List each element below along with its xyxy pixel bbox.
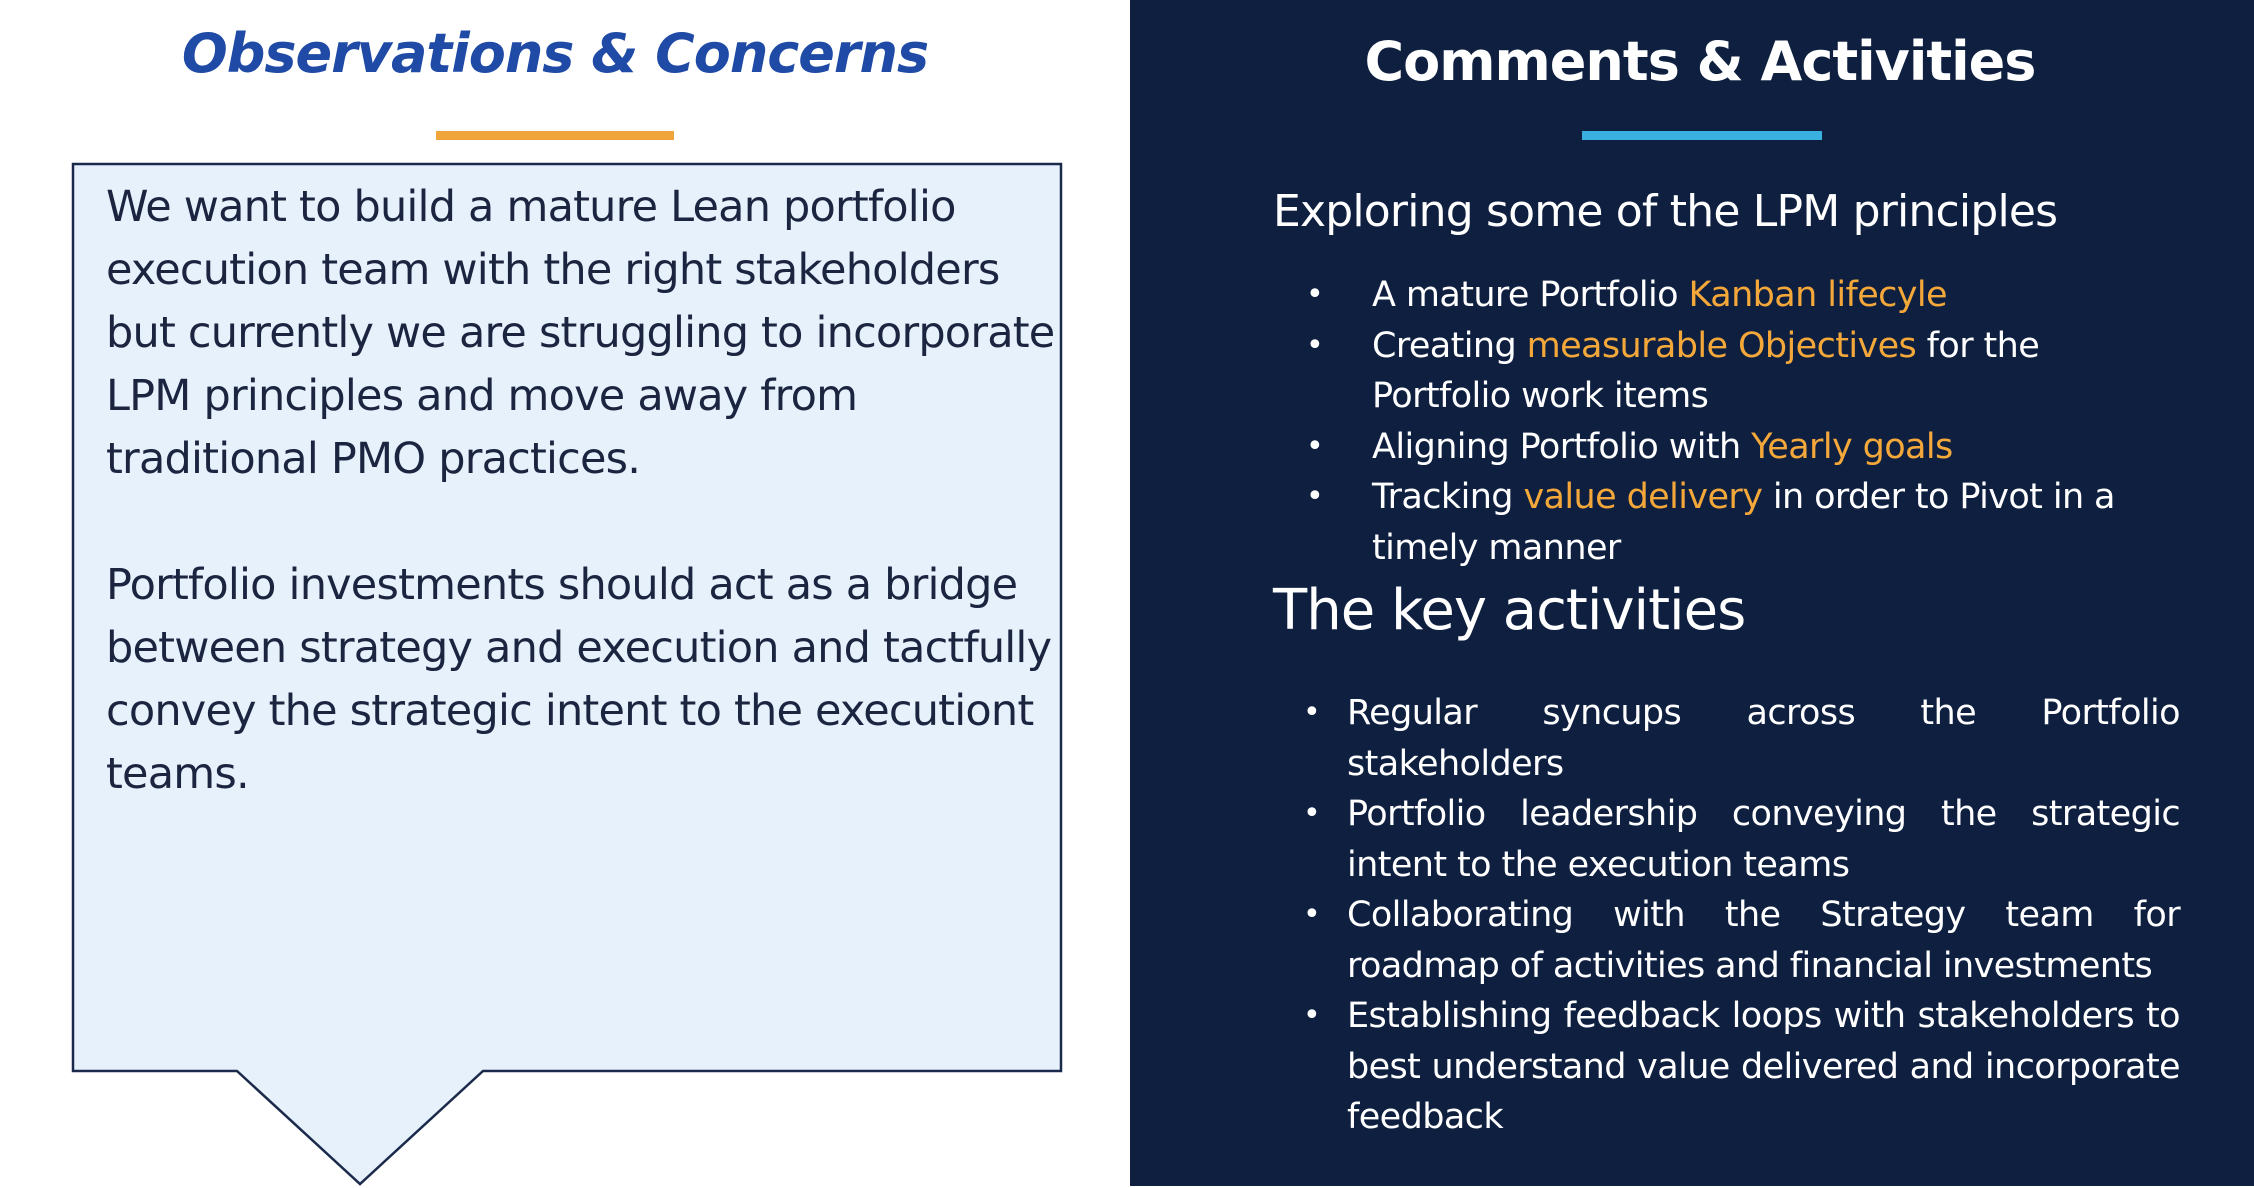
principle-item: • Tracking value delivery in order to Pivot in a timely manner [1372,472,2132,573]
activity-item: • Portfolio leadership conveying the strategic intent to the execution teams [1347,789,2180,890]
bullet-icon: • [1306,327,1324,363]
bullet-icon: • [1306,479,1324,514]
callout-text [106,176,1056,806]
principle-item: • Aligning Portfolio with Yearly goals [1372,422,2132,473]
activity-item: • Regular syncups across the Portfolio stakeholders [1347,688,2180,789]
observations-title: Observations & Concerns [181,22,929,85]
lpm-principles-list [1306,270,2132,573]
highlight-text: Kanban lifecyle [1688,275,1947,315]
bullet-icon: • [1303,998,1321,1033]
lpm-principles-heading: Exploring some of the LPM principles [1273,186,2058,237]
bullet-icon: • [1303,695,1321,730]
bullet-icon: • [1303,897,1321,932]
bullet-icon: • [1306,428,1324,464]
principle-item: • A mature Portfolio Kanban lifecyle [1372,270,2132,321]
observation-paragraph-2: Portfolio investments should act as a bridge between strategy and execution and tactfully convey the strategic intent to the executiont teams. [106,560,1052,799]
bullet-icon: • [1303,796,1321,831]
principle-item: • Creating measurable Objectives for the Portfolio work items [1372,321,2132,422]
comments-title-underline [1582,131,1822,140]
activity-item: • Collaborating with the Strategy team for roadmap of activities and financial investments [1347,890,2180,991]
highlight-text: value delivery [1523,477,1763,517]
bullet-icon: • [1306,277,1324,312]
key-activities-heading: The key activities [1273,578,1746,643]
highlight-text: measurable Objectives [1526,325,1917,366]
comments-title: Comments & Activities [1364,30,2036,93]
highlight-text: Yearly goals [1751,426,1953,467]
observation-paragraph-1: We want to build a mature Lean portfolio execution team with the right stakeholders but currently we are struggling to incorporate LPM principles and move away from traditional PMO practices. [106,182,1055,484]
key-activities-list [1303,688,2180,1143]
activity-item: • Establishing feedback loops with stakeholders to best understand value delivered and incorporate feedback [1347,991,2180,1143]
